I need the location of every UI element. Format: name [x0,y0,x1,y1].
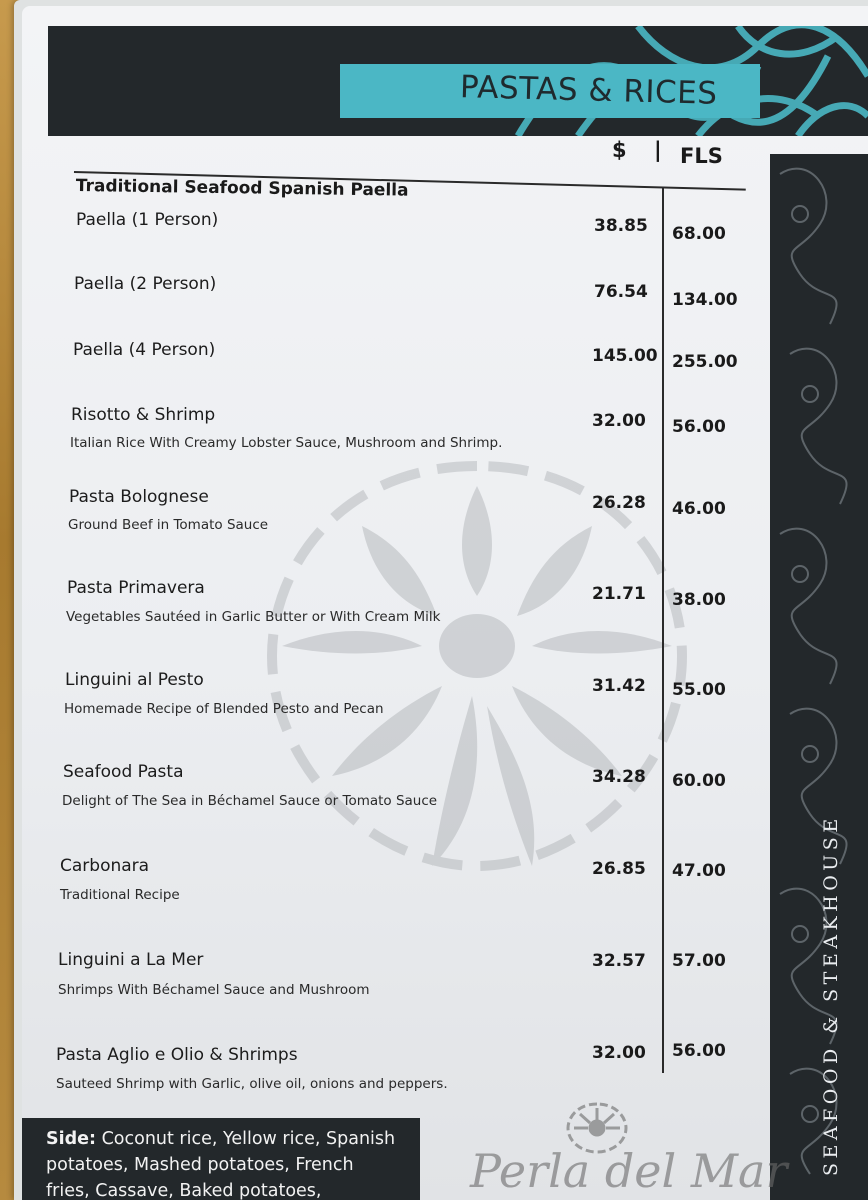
column-header-fls: FLS [680,144,723,168]
sides-text: Coconut rice, Yellow rice, Spanish [96,1129,396,1149]
price-fls: 68.00 [672,224,726,244]
item-description: Vegetables Sautéed in Garlic Butter or With Cream Milk [66,609,441,625]
item-name: Paella (2 Person) [74,274,217,294]
column-header-usd: $ [612,138,627,162]
price-fls: 56.00 [672,417,726,437]
brand-vertical-text: SEAFOOD & STEAKHOUSE [820,814,842,1176]
price-usd: 31.42 [592,676,646,696]
price-fls: 46.00 [672,499,726,519]
item-name: Risotto & Shrimp [71,405,216,425]
page-title: PASTAS & RICES [459,69,718,112]
item-description: Shrimps With Béchamel Sauce and Mushroom [58,982,370,998]
price-usd: 145.00 [592,346,658,366]
section-heading: Traditional Seafood Spanish Paella [75,176,409,201]
sides-label: Side: [46,1129,96,1149]
price-usd: 34.28 [592,767,646,787]
item-description: Traditional Recipe [60,887,180,903]
item-name: Pasta Bolognese [69,487,209,507]
price-fls: 55.00 [672,680,726,700]
price-fls: 38.00 [672,590,726,610]
price-fls: 60.00 [672,771,726,791]
price-usd: 32.00 [592,411,646,431]
menu-page [22,6,868,1200]
item-name: Paella (4 Person) [73,340,216,360]
item-name: Paella (1 Person) [76,210,219,230]
price-usd: 32.57 [592,951,646,971]
price-fls: 134.00 [672,290,738,310]
brand-logo: Perla del Mar [470,1144,788,1198]
price-usd: 38.85 [594,216,648,236]
price-usd: 26.28 [592,493,646,513]
header-band [48,26,868,136]
item-description: Homemade Recipe of Blended Pesto and Pecan [64,701,384,717]
item-name: Linguini a La Mer [58,950,204,970]
price-usd: 26.85 [592,859,646,879]
price-usd: 32.00 [592,1043,646,1063]
item-name: Linguini al Pesto [65,670,204,690]
price-fls: 57.00 [672,951,726,971]
column-header-separator: | [654,138,662,162]
sides-line-2: potatoes, Mashed potatoes, French [46,1155,354,1175]
brand-strip [770,154,868,1200]
item-name: Pasta Primavera [67,578,205,598]
item-description: Sauteed Shrimp with Garlic, olive oil, onions and peppers. [56,1076,448,1092]
item-name: Pasta Aglio e Olio & Shrimps [56,1045,298,1065]
swirl-pattern-icon [770,154,868,1200]
item-description: Delight of The Sea in Béchamel Sauce or Tomato Sauce [62,793,438,809]
price-fls: 56.00 [672,1041,726,1061]
sides-line-3: fries, Cassave, Baked potatoes, [46,1181,322,1200]
price-fls: 47.00 [672,861,726,881]
sides-line-1 [46,1126,410,1152]
item-name: Carbonara [60,856,150,876]
price-fls: 255.00 [672,352,738,372]
price-usd: 76.54 [594,282,648,302]
sides-box [22,1118,420,1200]
price-column-divider [662,188,664,1073]
item-description: Italian Rice With Creamy Lobster Sauce, Mushroom and Shrimp. [70,435,503,451]
price-usd: 21.71 [592,584,646,604]
item-description: Ground Beef in Tomato Sauce [68,517,269,533]
item-name: Seafood Pasta [63,762,184,782]
